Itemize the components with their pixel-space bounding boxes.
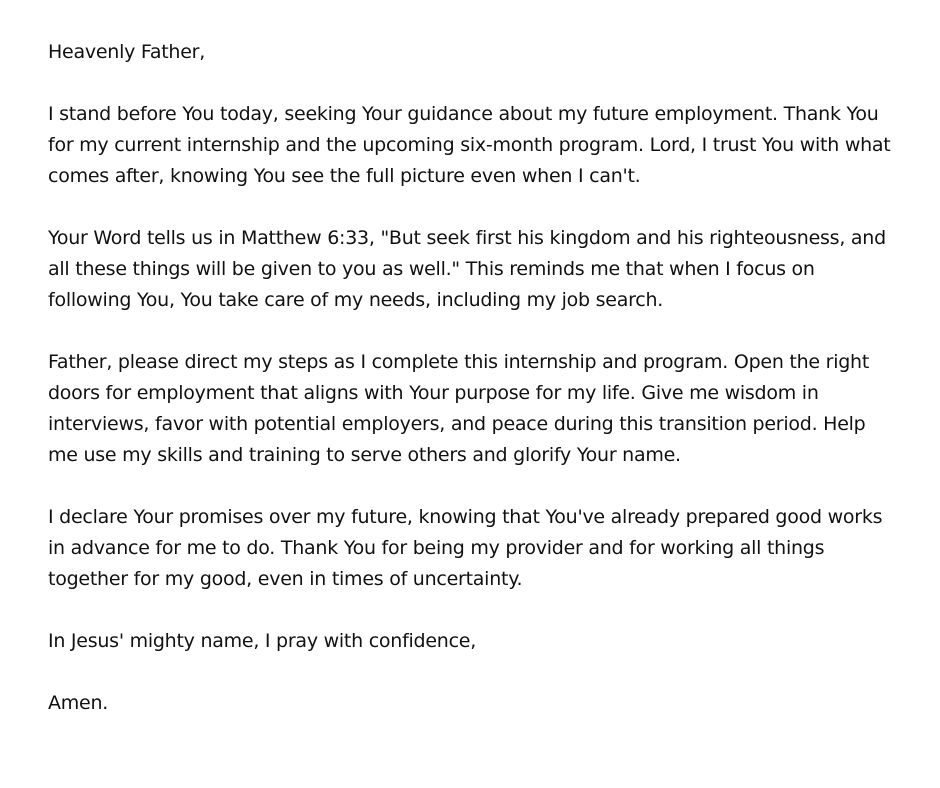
paragraph-guidance: I stand before You today, seeking Your guidance about my future employment. Thank You for my current internship and the upcoming six-month program. Lord, I trust You with what comes after, knowing You see the full picture even when I can't.: [48, 103, 891, 187]
salutation: Heavenly Father,: [48, 41, 206, 63]
paragraph-scripture: Your Word tells us in Matthew 6:33, "But seek first his kingdom and his righteousness, and all these things will be given to you as well." This reminds me that when I focus on following You, You take care of my needs, including my job search.: [48, 227, 886, 311]
amen: Amen.: [48, 692, 109, 714]
closing-line: In Jesus' mighty name, I pray with confidence,: [48, 630, 477, 652]
prayer-document: [48, 37, 898, 719]
paragraph-declaration: I declare Your promises over my future, knowing that You've already prepared good works in advance for me to do. Thank You for being my provider and for working all things together for my good, even in times of uncertainty.: [48, 506, 883, 590]
paragraph-request: Father, please direct my steps as I complete this internship and program. Open the right doors for employment that aligns with Your purpose for my life. Give me wisdom in interviews, favor with potential employers, and peace during this transition period. Help me use my skills and training to serve others and glorify Your name.: [48, 351, 870, 466]
